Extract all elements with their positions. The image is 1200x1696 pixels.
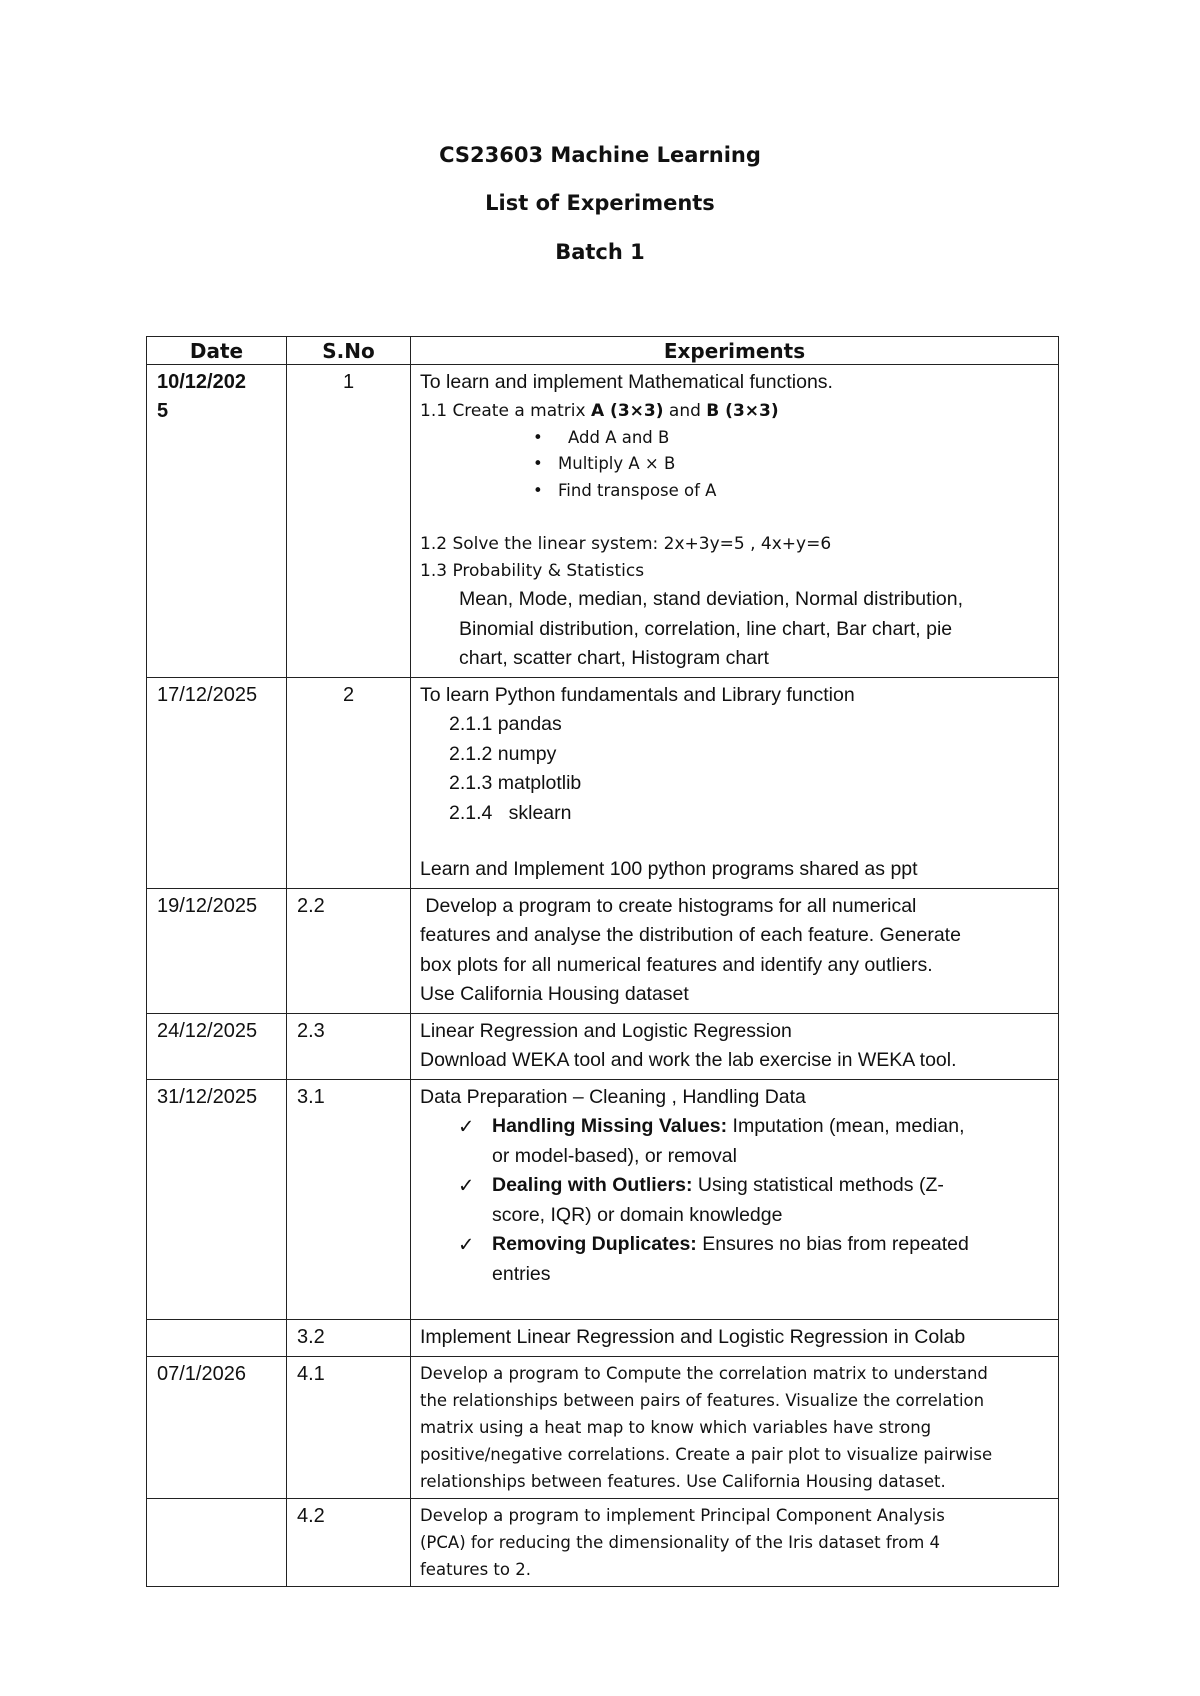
row-date <box>147 365 287 678</box>
list-item-continued: entries <box>492 1262 551 1285</box>
library-item: 2.1.3 matplotlib <box>449 772 582 794</box>
row-sno: 2.2 <box>287 888 411 1013</box>
list-item: ✓ Removing Duplicates: Ensures no bias from repeated <box>420 1230 1054 1260</box>
table-row <box>147 888 1059 1013</box>
row-date: 31/12/2025 <box>147 1079 287 1320</box>
row-date: 17/12/2025 <box>147 677 287 888</box>
library-item: 2.1.1 pandas <box>449 713 562 735</box>
row-sno: 4.1 <box>287 1356 411 1498</box>
stats-topics-line: Mean, Mode, median, stand deviation, Normal distribution, <box>459 588 964 610</box>
list-item: • Multiply A × B <box>420 451 1054 478</box>
row-date: 19/12/2025 <box>147 888 287 1013</box>
experiment-line: Develop a program to create histograms for all numerical <box>420 894 917 917</box>
list-item-continued: or model-based), or removal <box>492 1144 737 1167</box>
experiment-line: features to 2. <box>420 1559 531 1579</box>
subtask-1-1: 1.1 Create a matrix A (3×3) and B (3×3) <box>420 400 779 421</box>
table-row <box>147 1320 1059 1357</box>
bullet-icon: • <box>533 427 543 447</box>
row-sno: 4.2 <box>287 1498 411 1586</box>
header-experiments: Experiments <box>411 337 1059 365</box>
row-sno: 1 <box>287 365 411 678</box>
row-sno: 2.3 <box>287 1013 411 1079</box>
experiment-line: relationships between features. Use California Housing dataset. <box>420 1471 946 1491</box>
list-item: • Add A and B <box>420 425 1054 452</box>
experiment-line: Develop a program to Compute the correlation matrix to understand <box>420 1363 988 1383</box>
row-experiment <box>411 1320 1059 1357</box>
experiment-line: Linear Regression and Logistic Regression <box>420 1019 792 1042</box>
table-row <box>147 1013 1059 1079</box>
experiment-title: Data Preparation – Cleaning , Handling Data <box>420 1085 806 1108</box>
checkmark-icon: ✓ <box>458 1174 475 1197</box>
table-row <box>147 1356 1059 1498</box>
list-title: List of Experiments <box>485 191 715 215</box>
experiment-title: To learn Python fundamentals and Library function <box>420 683 855 706</box>
table-row <box>147 365 1059 678</box>
experiment-line: Implement Linear Regression and Logistic Regression in Colab <box>420 1326 966 1348</box>
experiment-line: matrix using a heat map to know which variables have strong <box>420 1417 932 1437</box>
checkmark-icon: ✓ <box>458 1115 475 1138</box>
experiment-line: box plots for all numerical features and identify any outliers. <box>420 953 933 976</box>
row-sno: 3.2 <box>287 1320 411 1357</box>
subtask-1-3: 1.3 Probability & Statistics <box>420 561 645 581</box>
list-item: ✓ Dealing with Outliers: Using statistical methods (Z- <box>420 1171 1054 1201</box>
row-date: 24/12/2025 <box>147 1013 287 1079</box>
table-row <box>147 1498 1059 1586</box>
row-experiment <box>411 365 1059 678</box>
list-item-continued: score, IQR) or domain knowledge <box>492 1203 783 1226</box>
stats-topics-line: Binomial distribution, correlation, line chart, Bar chart, pie <box>459 617 953 640</box>
row-experiment <box>411 1498 1059 1586</box>
stats-topics-line: chart, scatter chart, Histogram chart <box>459 647 769 669</box>
date-line: 5 <box>157 400 169 422</box>
library-item: 2.1.2 numpy <box>449 742 557 765</box>
row-date: 07/1/2026 <box>147 1356 287 1498</box>
row-experiment <box>411 677 1059 888</box>
subtask-1-2: 1.2 Solve the linear system: 2x+3y=5 , 4x+y=6 <box>420 534 832 554</box>
course-title: CS23603 Machine Learning <box>439 143 761 167</box>
library-item: 2.1.4 sklearn <box>449 801 572 824</box>
experiment-footer: Learn and Implement 100 python programs shared as ppt <box>420 858 918 880</box>
row-date <box>147 1320 287 1357</box>
experiment-line: Develop a program to implement Principal Component Analysis <box>420 1505 945 1525</box>
row-experiment <box>411 1079 1059 1320</box>
row-date <box>147 1498 287 1586</box>
checkmark-icon: ✓ <box>458 1233 475 1256</box>
header-date: Date <box>147 337 287 365</box>
row-sno: 3.1 <box>287 1079 411 1320</box>
bullet-icon: • <box>533 480 543 500</box>
table-row <box>147 677 1059 888</box>
row-sno: 2 <box>287 677 411 888</box>
date-line: 10/12/202 <box>157 371 246 393</box>
experiments-table <box>146 336 1059 1587</box>
list-item: ✓ Handling Missing Values: Imputation (mean, median, <box>420 1112 1054 1142</box>
experiment-line: features and analyse the distribution of each feature. Generate <box>420 924 961 946</box>
header-sno: S.No <box>287 337 411 365</box>
batch-title: Batch 1 <box>555 240 645 264</box>
row-experiment <box>411 1356 1059 1498</box>
bullet-icon: • <box>533 454 543 473</box>
experiment-line: (PCA) for reducing the dimensionality of the Iris dataset from 4 <box>420 1532 941 1552</box>
row-experiment <box>411 1013 1059 1079</box>
row-experiment <box>411 888 1059 1013</box>
experiment-line: Download WEKA tool and work the lab exercise in WEKA tool. <box>420 1049 957 1071</box>
experiment-line: Use California Housing dataset <box>420 983 689 1005</box>
experiment-line: positive/negative correlations. Create a pair plot to visualize pairwise <box>420 1444 993 1464</box>
list-item: • Find transpose of A <box>420 478 1054 505</box>
table-header-row <box>147 337 1059 365</box>
experiment-line: the relationships between pairs of features. Visualize the correlation <box>420 1390 985 1410</box>
experiment-title: To learn and implement Mathematical functions. <box>420 371 833 393</box>
table-row <box>147 1079 1059 1320</box>
